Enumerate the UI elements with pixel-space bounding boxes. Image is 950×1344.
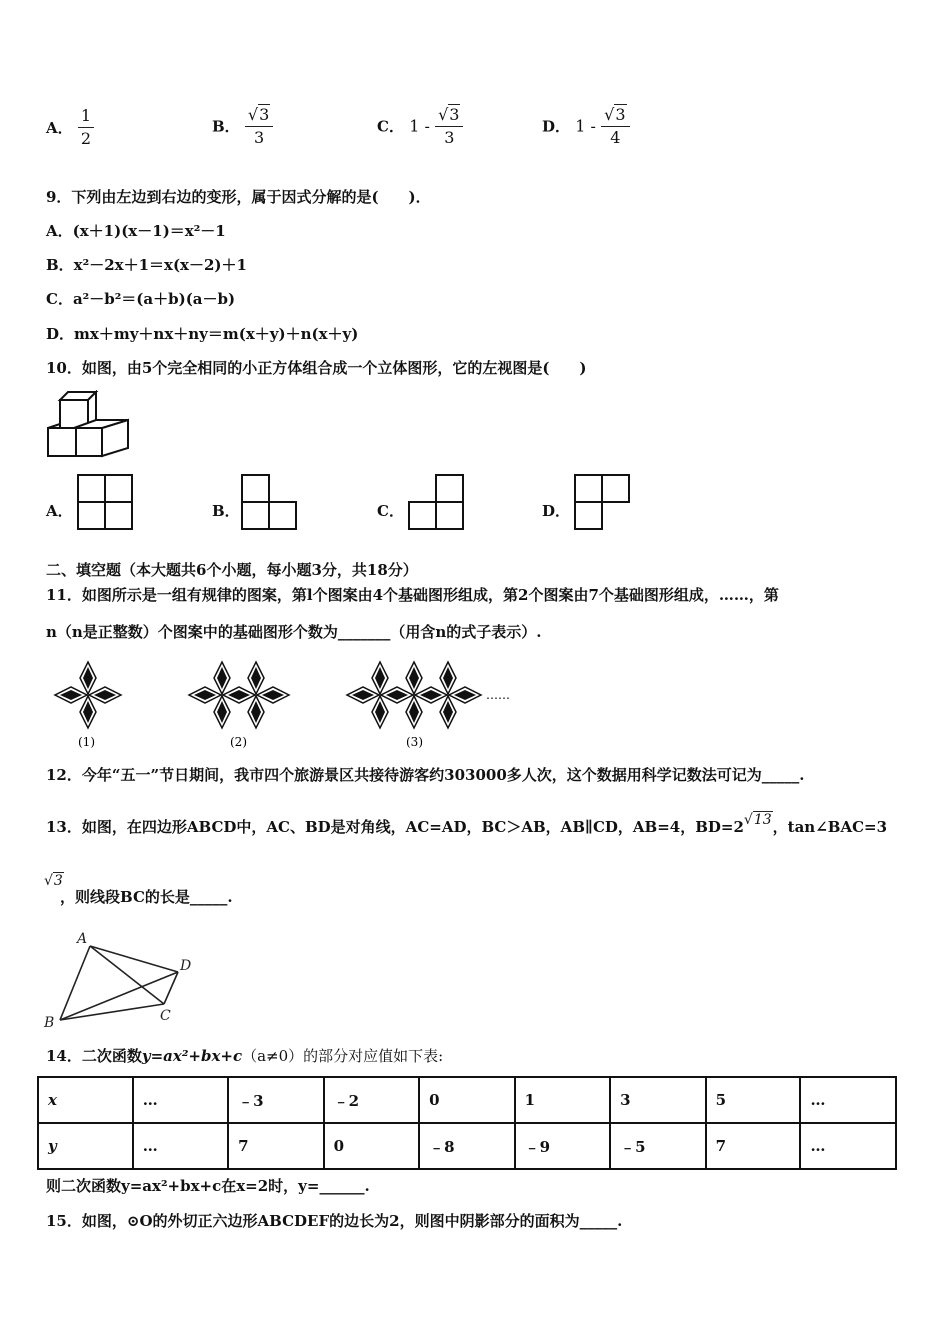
q14-function: y=ax²+bx+c xyxy=(141,1047,243,1065)
table-cell: ﹣5 xyxy=(610,1123,705,1169)
table-cell: ﹣3 xyxy=(228,1077,323,1123)
table-row-x xyxy=(38,1077,896,1123)
table-cell: 3 xyxy=(610,1077,705,1123)
q8-option-d-label: D． xyxy=(542,117,571,136)
q8-option-d-numerator: √ 3 xyxy=(601,104,629,127)
q10-option-c-view xyxy=(407,473,467,531)
pattern-3 xyxy=(347,662,481,728)
table-cell: 1 xyxy=(515,1077,610,1123)
table-cell: y xyxy=(38,1123,133,1169)
q8-option-b-fraction xyxy=(245,104,273,148)
q12-text: 12．今年“五一”节日期间，我市四个旅游景区共接待游客约303000多人次，这个数据用科学记数法可记为_____. xyxy=(46,766,805,784)
q13-radicand-13: 13 xyxy=(753,812,772,828)
pattern-1 xyxy=(55,662,121,728)
q10-option-a-view xyxy=(76,473,136,531)
q8-option-a-label: A． xyxy=(46,119,73,137)
q8-option-a xyxy=(46,106,94,149)
q13-line1 xyxy=(46,811,887,837)
q8-option-c xyxy=(377,104,463,148)
q9-option-b: B．x²－2x＋1＝x(x－2)＋1 xyxy=(46,256,247,274)
q10-option-d-view xyxy=(573,473,633,531)
q8-option-a-fraction xyxy=(78,106,94,149)
q11-line2: n（n是正整数）个图案中的基础图形个数为_______（用含n的式子表示）. xyxy=(46,623,542,641)
q8-option-b-radicand: 3 xyxy=(259,105,270,124)
q8-option-a-denominator: 2 xyxy=(80,129,92,148)
edge-bc xyxy=(60,1004,164,1020)
q11-line1: 11．如图所示是一组有规律的图案，第l个图案由4个基础图形组成，第2个图案由7个基础图形组成，……，第 xyxy=(46,586,779,604)
table-cell: ﹣2 xyxy=(324,1077,419,1123)
point-c-label: C xyxy=(160,1008,171,1024)
q8-option-c-numerator: √ 3 xyxy=(435,104,463,127)
q14-condition: （a≠0） xyxy=(242,1047,304,1065)
q13-line1-tail: ，tan∠BAC=3 xyxy=(772,818,888,836)
q13-line1-text: 13．如图，在四边形ABCD中，AC、BD是对角线，AC=AD，BC＞AB，AB∥CD，AB=4，BD=2 xyxy=(46,818,744,836)
q13-line2: ，则线段BC的长是_____. xyxy=(60,888,233,906)
q9-option-c: C．a²－b²＝(a＋b)(a－b) xyxy=(46,290,236,308)
table-cell: 7 xyxy=(228,1123,323,1169)
edge-ad xyxy=(90,946,178,972)
q13-sqrt-3: √ 3 xyxy=(44,873,63,889)
q14-question: 则二次函数y=ax²+bx+c在x=2时，y=______. xyxy=(46,1177,370,1195)
q8-option-d-denominator: 4 xyxy=(610,128,621,147)
q10-stem: 10．如图，由5个完全相同的小正方体组合成一个立体图形，它的左视图是( ) xyxy=(46,359,587,377)
q15-text: 15．如图，⊙O的外切正六边形ABCDEF的边长为2，则图中阴影部分的面积为_____. xyxy=(46,1212,623,1230)
q10-option-c-label: C． xyxy=(377,502,404,520)
q8-option-b xyxy=(212,104,273,148)
q8-option-c-prefix: 1 - xyxy=(409,116,430,136)
table-row-y xyxy=(38,1123,896,1169)
point-a-label: A xyxy=(77,931,88,947)
diagonal-ac xyxy=(90,946,164,1004)
q8-option-d-radicand: 3 xyxy=(615,105,626,124)
bottom-cube-1 xyxy=(48,428,76,456)
pattern-2-caption: (2) xyxy=(230,735,247,749)
table-cell: ﹣8 xyxy=(419,1123,514,1169)
q10-option-b-label: B． xyxy=(212,502,240,520)
table-cell: 0 xyxy=(419,1077,514,1123)
point-b-label: B xyxy=(44,1015,55,1031)
q13-radicand-3: 3 xyxy=(53,873,63,889)
q8-option-c-radicand: 3 xyxy=(449,105,460,124)
q13-quadrilateral-figure xyxy=(40,928,200,1032)
point-d-label: D xyxy=(180,958,192,974)
q8-option-d-fraction xyxy=(601,104,629,148)
table-cell: … xyxy=(133,1077,228,1123)
q8-option-b-denominator: 3 xyxy=(254,128,265,147)
q10-option-d-label: D． xyxy=(542,502,571,520)
section-2-heading: 二、填空题（本大题共6个小题，每小题3分，共18分） xyxy=(46,561,418,579)
q8-option-c-fraction xyxy=(435,104,463,148)
table-cell: … xyxy=(133,1123,228,1169)
q10-cube-figure xyxy=(44,390,134,466)
q8-option-b-numerator: √ 3 xyxy=(245,104,273,127)
q9-stem: 9．下列由左边到右边的变形，属于因式分解的是( )． xyxy=(46,188,431,206)
q14-value-table xyxy=(37,1076,897,1170)
q8-option-d xyxy=(542,104,630,148)
q8-option-b-label: B． xyxy=(212,117,240,136)
q8-option-a-numerator: 1 xyxy=(78,106,94,128)
bottom-cube-2 xyxy=(76,428,102,456)
q9-option-a: A．(x＋1)(x－1)＝x²－1 xyxy=(46,222,226,240)
q10-option-b-view xyxy=(240,473,300,531)
pattern-2 xyxy=(189,662,289,728)
table-cell: … xyxy=(800,1123,896,1169)
table-cell: ﹣9 xyxy=(515,1123,610,1169)
q8-option-c-label: C． xyxy=(377,117,404,136)
q13-sqrt-13: √ 13 xyxy=(743,812,772,828)
q14-stem-post: 的部分对应值如下表: xyxy=(303,1047,444,1065)
q9-option-d: D．mx＋my＋nx＋ny＝m(x＋y)＋n(x＋y) xyxy=(46,325,359,343)
q14-stem xyxy=(46,1045,443,1066)
table-cell: … xyxy=(800,1077,896,1123)
table-cell: x xyxy=(38,1077,133,1123)
table-cell: 0 xyxy=(324,1123,419,1169)
pattern-3-caption: (3) xyxy=(406,735,423,749)
table-cell: 7 xyxy=(706,1123,801,1169)
q10-option-a-label: A． xyxy=(46,502,73,520)
q11-pattern-figure xyxy=(50,660,530,752)
table-cell: 5 xyxy=(706,1077,801,1123)
q8-option-c-denominator: 3 xyxy=(444,128,455,147)
pattern-1-caption: (1) xyxy=(78,735,95,749)
q8-option-d-prefix: 1 - xyxy=(575,116,596,136)
pattern-ellipsis: …… xyxy=(486,688,510,702)
q14-stem-pre: 14．二次函数 xyxy=(46,1047,142,1065)
